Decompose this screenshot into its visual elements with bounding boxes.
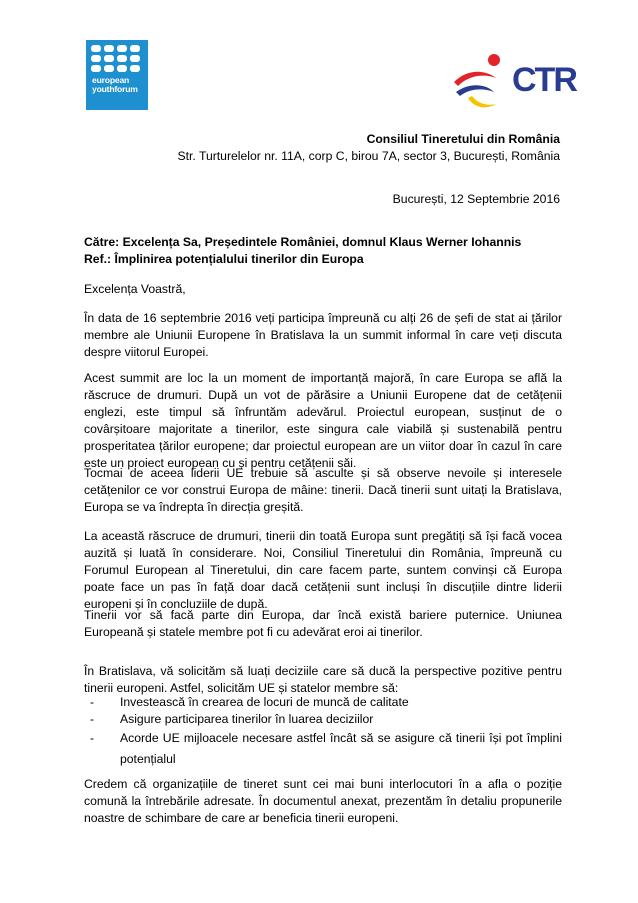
paragraph-7: Credem că organizațiile de tineret sunt cei mai buni interlocutori în a afla o poziție comună la întrebările adresate. În documentul anexat, prezentăm în detaliu propunerile noastre de schimbare de care ar beneficia tinerii europeni. xyxy=(84,777,562,825)
paragraph-6: În Bratislava, vă solicităm să luați deciziile care să ducă la perspective pozitive pentru tinerii europeni. Astfel, solicităm UE și statelor membre să: xyxy=(84,664,562,695)
eyf-word-1: european xyxy=(92,75,130,85)
letter-date: București, 12 Septembrie 2016 xyxy=(392,192,560,206)
request-list xyxy=(84,694,562,770)
paragraph-1: În data de 16 septembrie 2016 veți participa împreună cu alți 26 de șefi de stat ai țărilor membre ale Uniunii Europene în Bratislava la un summit informal în care veți discuta despre viitorul Europei. xyxy=(84,311,562,359)
eyf-word-2: youthforum xyxy=(92,84,138,94)
list-dash: - xyxy=(90,712,95,726)
list-item-text: Asigure participarea tinerilor în luarea deciziilor xyxy=(120,712,374,726)
paragraph-5: Tinerii vor să facă parte din Europa, dar încă există bariere puternice. Uniunea Europeană și statele membre pot fi cu adevărat eroi ai tinerilor. xyxy=(84,608,562,639)
ctr-figure-icon xyxy=(450,52,512,114)
list-item xyxy=(84,711,562,728)
ctr-logo xyxy=(450,52,576,114)
ctr-wordmark: CTR xyxy=(512,61,576,99)
european-youth-forum-logo xyxy=(86,40,148,110)
list-dash: - xyxy=(90,695,95,709)
paragraph-2: Acest summit are loc la un moment de importanță majoră, în care Europa se află la răscruce de drumuri. După un vot de părăsire a Uniunii Europene dat de cetățenii englezi, este timpul să înfruntăm adevărul. Proiectul european, susținut de o covârșitoare majoritate a tinerilor, este singura cale viabilă și sustenabilă pentru prosperitatea țărilor europene; dar proiectul european are un viitor doar în cazul în care este un proiect european cu și pentru cetățenii săi. xyxy=(84,371,562,470)
sender-block xyxy=(178,131,561,165)
list-item-text: Investească în crearea de locuri de muncă de calitate xyxy=(120,695,409,709)
speech-bubbles-icon xyxy=(90,44,144,74)
list-item-text: Acorde UE mijloacele necesare astfel încât să se asigure că tinerii își pot împlini potențialul xyxy=(120,731,562,766)
recipient-line: Către: Excelența Sa, Președintele României, domnul Klaus Werner Iohannis xyxy=(84,235,522,249)
eyf-wordmark xyxy=(92,76,148,94)
sender-organization: Consiliul Tineretului din România xyxy=(366,132,560,146)
list-dash: - xyxy=(90,731,95,745)
paragraph-4: La această răscruce de drumuri, tinerii din toată Europa sunt pregătiți să își facă vocea auzită și luată în considerare. Noi, Consiliul Tineretului din România, împreună cu Forumul European al Tineretului, din care facem parte, suntem convinși că Europa poate face un pas în față doar dacă cetățenii sunt incluși în discuțiile dintre liderii europeni și în concluziile de după. xyxy=(84,529,562,611)
recipient-block xyxy=(84,234,562,268)
list-item xyxy=(84,728,562,770)
reference-line: Ref.: Împlinirea potențialului tinerilor din Europa xyxy=(84,252,364,266)
salutation: Excelența Voastră, xyxy=(84,282,186,296)
list-item xyxy=(84,694,562,711)
paragraph-3: Tocmai de aceea liderii UE trebuie să asculte și să observe nevoile și interesele cetățenilor ce vor construi Europa de mâine: tinerii. Dacă tinerii sunt uitați la Bratislava, Europa se va îndrepta în direcția greșită. xyxy=(84,466,562,514)
sender-address: Str. Turturelelor nr. 11A, corp C, birou 7A, sector 3, București, România xyxy=(177,149,560,163)
